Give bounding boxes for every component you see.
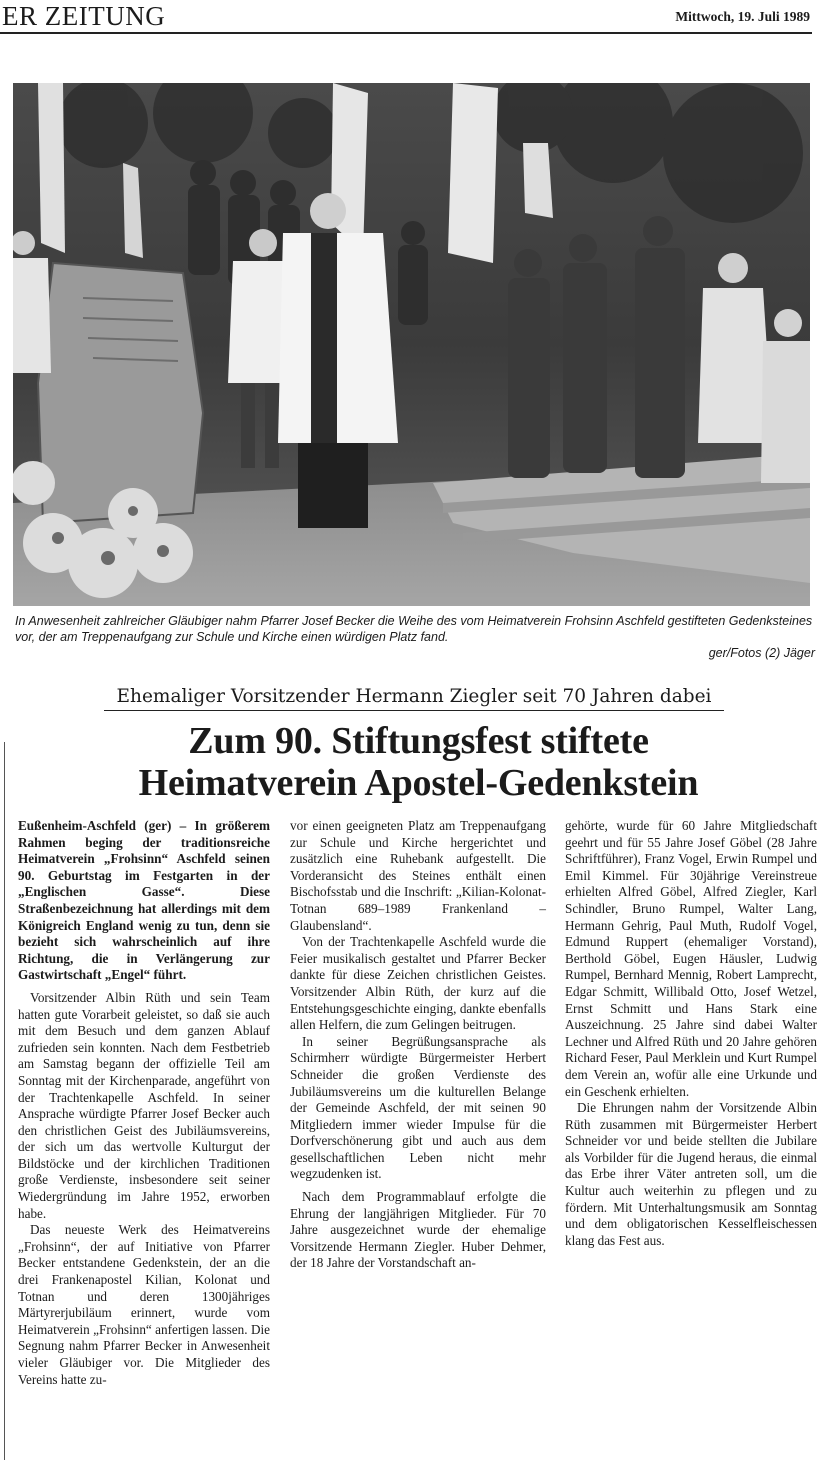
photo-credit: ger/Fotos (2) Jäger: [708, 646, 815, 660]
paragraph: In seiner Begrüßungsansprache als Schirmherr würdigte Bürgermeister Herbert Schneider die großen Verdienste des Jubiläumsvereins um die kulturellen Belange der Gemeinde Aschfeld, der mit seinen 90 Mitgliedern immer wieder Impulse für die Dorfverschönerung gibt und auch aus dem gesellschaftlichen Leben nicht mehr wegzudenken ist.: [290, 1033, 546, 1182]
article-kicker: Ehemaliger Vorsitzender Hermann Ziegler seit 70 Jahren dabei: [116, 686, 712, 707]
paragraph: Die Ehrungen nahm der Vorsitzende Albin Rüth zusammen mit Bürgermeister Herbert Schneider vor und beide stellten die Jubilare als Vorbilder für die Jugend heraus, die einmal das Erbe ihrer Väter antreten soll, um die Kultur auch weiterhin zu pflegen und zu fördern. Mit Unterhaltungsmusik am Sonntag und dem obligatorischen Kesselfleischessen klang das Fest aus.: [565, 1100, 817, 1248]
issue-date: Mittwoch, 19. Juli 1989: [675, 9, 810, 24]
lead-paragraph: Eußenheim-Aschfeld (ger) – In größerem Rahmen beging der traditionsreiche Heimatverein „Frohsinn“ Aschfeld seinen 90. Geburtstag im Festgarten in der „Englischen Gasse“. Diese Straßenbezeichnung hat allerdings mit dem Königreich England wenig zu tun, denn sie bezieht sich wahrscheinlich auf ihre Richtung, die in Verlängerung zur Gastwirtschaft „Engel“ führt.: [18, 818, 270, 983]
paragraph: vor einen geeigneten Platz am Treppenaufgang zur Schule und Kirche hergerichtet und zusätzlich eine Ruhebank aufgestellt. Die Vorderansicht des Steines enthält einen Bischofsstab und die Inschrift: „Kilian-Kolonat-Totnan 689–1989 Frankenland – Glaubensland“.: [290, 818, 546, 933]
paragraph: Nach dem Programmablauf erfolgte die Ehrung der langjährigen Mitglieder. Für 70 Jahre ausgezeichnet wurde der ehemalige Vorsitzende Hermann Ziegler. Huber Dehmer, der 18 Jahre der Vorstandschaft an-: [290, 1189, 546, 1271]
photo-icon: [13, 83, 810, 606]
masthead: [0, 0, 837, 36]
photo-caption: In Anwesenheit zahlreicher Gläubiger nahm Pfarrer Josef Becker die Weihe des vom Heimatverein Frohsinn Aschfeld gestifteten Gedenksteines vor, der am Treppenaufgang zur Schule und Kirche einen würdigen Platz fand.: [15, 614, 813, 644]
column-border: [4, 742, 5, 1460]
article-column-3: [565, 818, 817, 1249]
masthead-rule: [0, 32, 812, 34]
article-photo: [13, 83, 810, 606]
headline-line-2: Heimatverein Apostel-Gedenkstein: [138, 762, 699, 804]
kicker-underline: [104, 710, 724, 711]
paragraph: Vorsitzender Albin Rüth und sein Team hatten gute Vorarbeit geleistet, so daß sie auch mit dem Besuch und dem ganzen Ablauf zufrieden sein konnten. Nach dem Festbetrieb am Samstag begann der offizielle Teil am Sonntag mit der Kirchenparade, angeführt von der Trachtenkapelle Aschfeld. In seiner Ansprache würdigte Pfarrer Josef Becker auch den christlichen Geist des Jubiläumsvereins, der sich um das wertvolle Kulturgut der Bildstöcke und der kirchlichen Traditionen große Verdienste, insbesondere seit seiner Wiedergründung im Jahre 1952, erworben habe.: [18, 989, 270, 1221]
paragraph: Das neueste Werk des Heimatvereins „Frohsinn“, der auf Initiative von Pfarrer Becker entstandene Gedenkstein, der an die drei Frankenapostel Kilian, Kolonat und Totnan und deren 1300jähriges Märtyrerjubiläum erinnert, wurde vom Heimatverein „Frohsinn“ anfertigen lassen. Die Segnung nahm Pfarrer Becker in Anwesenheit vieler Gläubiger vor. Die Mitglieder des Vereins hatte zu-: [18, 1222, 270, 1387]
article-headline: [0, 720, 837, 804]
newspaper-name: ER ZEITUNG: [2, 1, 166, 31]
headline-line-1: Zum 90. Stiftungsfest stiftete: [188, 720, 649, 762]
article-column-1: [18, 818, 270, 1388]
article-column-2: [290, 818, 546, 1272]
paragraph: Von der Trachtenkapelle Aschfeld wurde die Feier musikalisch gestaltet und Pfarrer Becker dankte für diese Zeichen christlichen Geistes. Vorsitzender Albin Rüth, der kurz auf die Entstehungsgeschichte einging, dankte ebenfalls allen Helfern, die zum Gelingen beitrugen.: [290, 934, 546, 1033]
paragraph: gehörte, wurde für 60 Jahre Mitgliedschaft geehrt und für 55 Jahre Josef Göbel (28 Jahre Schriftführer), Franz Vogel, Erwin Rumpel und Emil Kimmel. Für 30jährige Vereinstreue erhielten Alfred Göbel, Alfred Ziegler, Karl Schindler, Bruno Rumpel, Walter Lang, Hermann Gehrig, Paul Muth, Rudolf Vogel, Edmund Ruppert (ehemaliger Vorstand), Berthold Göbel, Eugen Häusler, Ludwig Rumpel, Bernhard Mennig, Robert Lamprecht, Edgar Schmitt, Willibald Otto, Josef Wetzel, Ernst Schmitt und Hans Stark eine Auszeichnung. 25 Jahre sind dabei Walter Lechner und Alfred Rüth und 20 Jahre gehören Richard Feser, Paul Merklein und Kurt Rumpel dem Verein an, wofür alle eine Urkunde und ein Geschenk erhielten.: [565, 818, 817, 1099]
